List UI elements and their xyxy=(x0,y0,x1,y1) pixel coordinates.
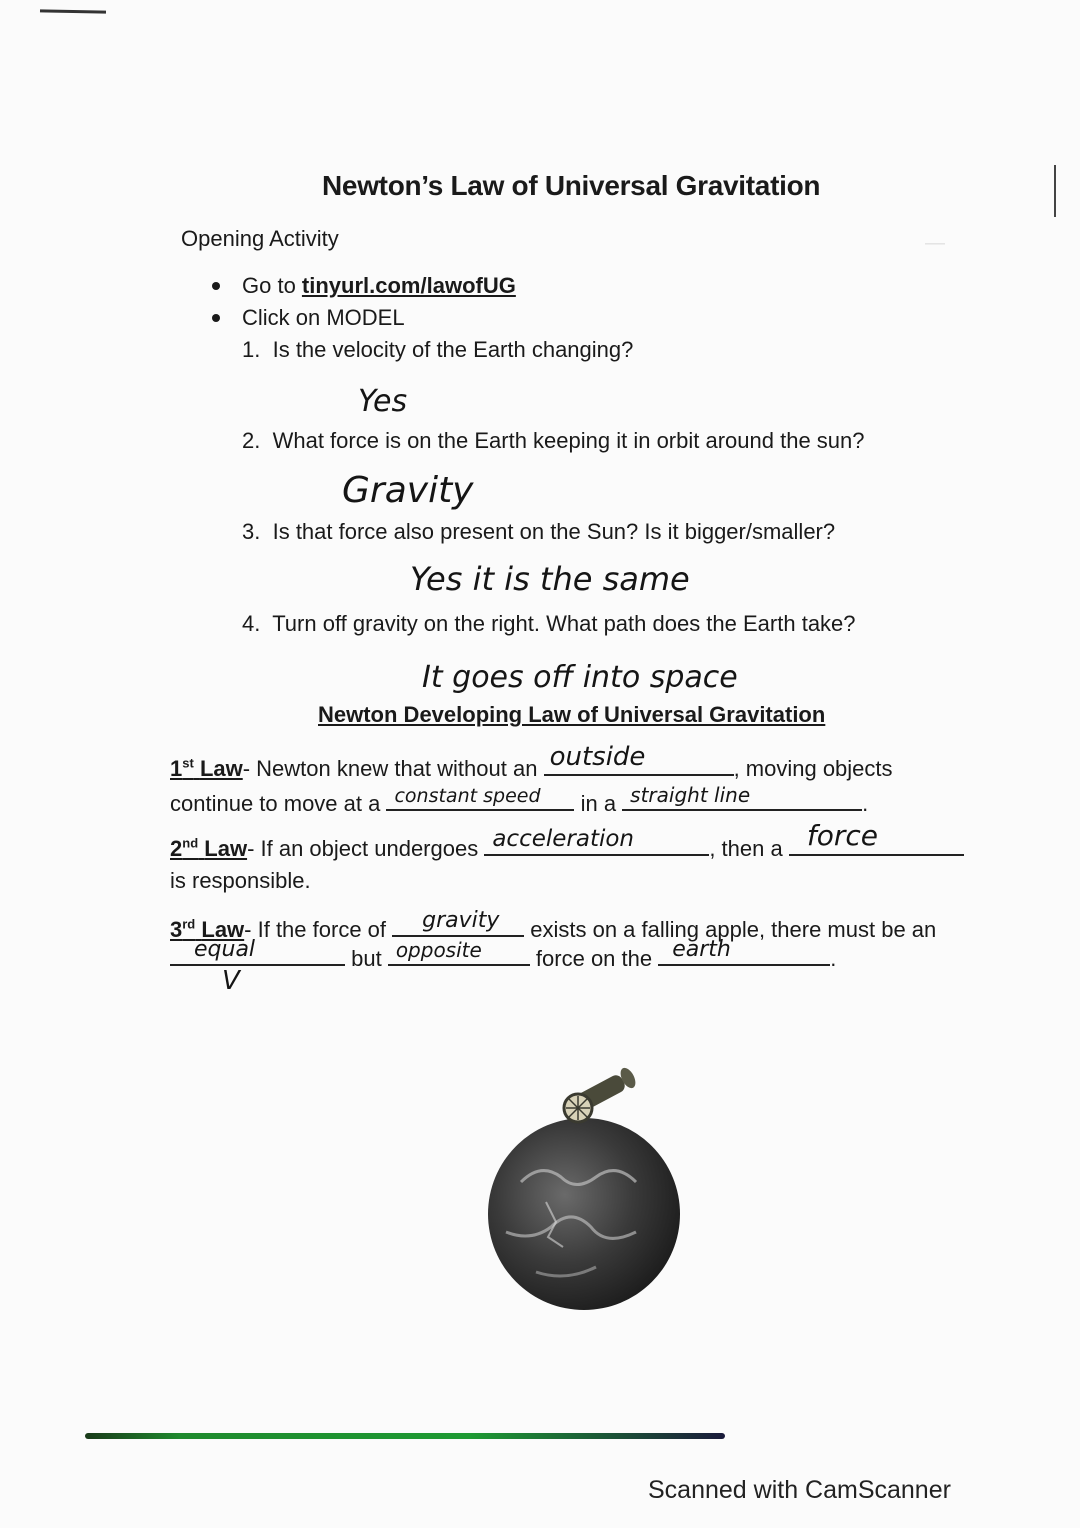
question-number: 2. xyxy=(242,428,261,453)
law-text: force on the xyxy=(529,946,659,971)
question-text: Turn off gravity on the right. What path does the Earth take? xyxy=(272,611,856,636)
law-text: . xyxy=(830,946,837,971)
blank-force[interactable]: force xyxy=(789,832,964,856)
question-1 xyxy=(242,337,633,363)
law-text: exists on a falling apple, there must be an xyxy=(524,917,937,942)
question-number: 4. xyxy=(242,611,261,636)
law-3-label: 3rd Law xyxy=(170,916,245,942)
bullet-text: Go to xyxy=(242,273,302,298)
page-title: Newton’s Law of Universal Gravitation xyxy=(322,170,821,201)
law-1-line-2 xyxy=(170,783,869,817)
scan-mark-top xyxy=(40,9,106,13)
bullet-item-model xyxy=(212,302,516,334)
law-3-line-1 xyxy=(170,908,937,943)
bullet-item-link xyxy=(212,270,516,302)
law-text: . xyxy=(862,791,869,816)
checkmark-mark: V xyxy=(222,966,240,996)
law-2-line-1 xyxy=(170,819,964,862)
law-2-line-2: is responsible. xyxy=(170,868,311,893)
bleed-through-text: — xyxy=(925,232,945,254)
blank-opposite[interactable]: opposite xyxy=(388,942,530,966)
law-1-label: 1st Law xyxy=(170,755,243,781)
question-text: Is the velocity of the Earth changing? xyxy=(272,337,634,362)
question-3 xyxy=(242,519,835,545)
question-number: 1. xyxy=(242,337,261,362)
law-text: continue to move at a xyxy=(170,791,387,816)
law-text: - If the force of xyxy=(244,917,393,942)
tinyurl-link[interactable]: tinyurl.com/lawofUG xyxy=(301,273,516,298)
answer-3: Yes it is the same xyxy=(410,560,690,598)
law-text: - Newton knew that without an xyxy=(242,756,544,781)
answer-1: Yes xyxy=(358,384,408,419)
law-1-line-1 xyxy=(170,742,893,782)
earth-cannon-icon xyxy=(466,1062,706,1312)
blank-acceleration[interactable]: acceleration xyxy=(484,832,709,856)
law-2-label: 2nd Law xyxy=(170,835,248,861)
question-2 xyxy=(242,428,865,454)
bullet-text: Click on MODEL xyxy=(242,305,405,330)
answer-2: Gravity xyxy=(342,470,474,511)
answer-4: It goes off into space xyxy=(422,660,738,695)
bullet-list xyxy=(212,270,516,334)
law-text: in a xyxy=(574,791,623,816)
question-text: Is that force also present on the Sun? Is it bigger/smaller? xyxy=(272,519,836,544)
blank-straight-line[interactable]: straight line xyxy=(622,787,862,811)
opening-activity-heading: Opening Activity xyxy=(181,226,339,251)
law-3-line-2 xyxy=(170,937,837,972)
question-text: What force is on the Earth keeping it in orbit around the sun? xyxy=(272,428,865,453)
scan-edge-line xyxy=(85,1433,725,1439)
section-heading-developing: Newton Developing Law of Universal Gravitation xyxy=(318,702,826,727)
law-text: , then a xyxy=(709,836,789,861)
camscanner-watermark: Scanned with CamScanner xyxy=(648,1476,951,1504)
question-number: 3. xyxy=(242,519,261,544)
bullet-icon xyxy=(212,282,220,290)
blank-constant-speed[interactable]: constant speed xyxy=(386,787,574,811)
blank-gravity[interactable]: gravity xyxy=(392,913,524,937)
scan-mark-right xyxy=(1054,165,1056,217)
blank-earth[interactable]: earth xyxy=(658,942,830,966)
blank-outside[interactable]: outside xyxy=(544,752,734,776)
law-text: , moving objects xyxy=(733,756,893,781)
question-4 xyxy=(242,611,856,637)
law-text: but xyxy=(345,946,388,971)
law-text: - If an object undergoes xyxy=(247,836,485,861)
bullet-icon xyxy=(212,314,220,322)
blank-equal[interactable]: equal xyxy=(170,942,345,966)
